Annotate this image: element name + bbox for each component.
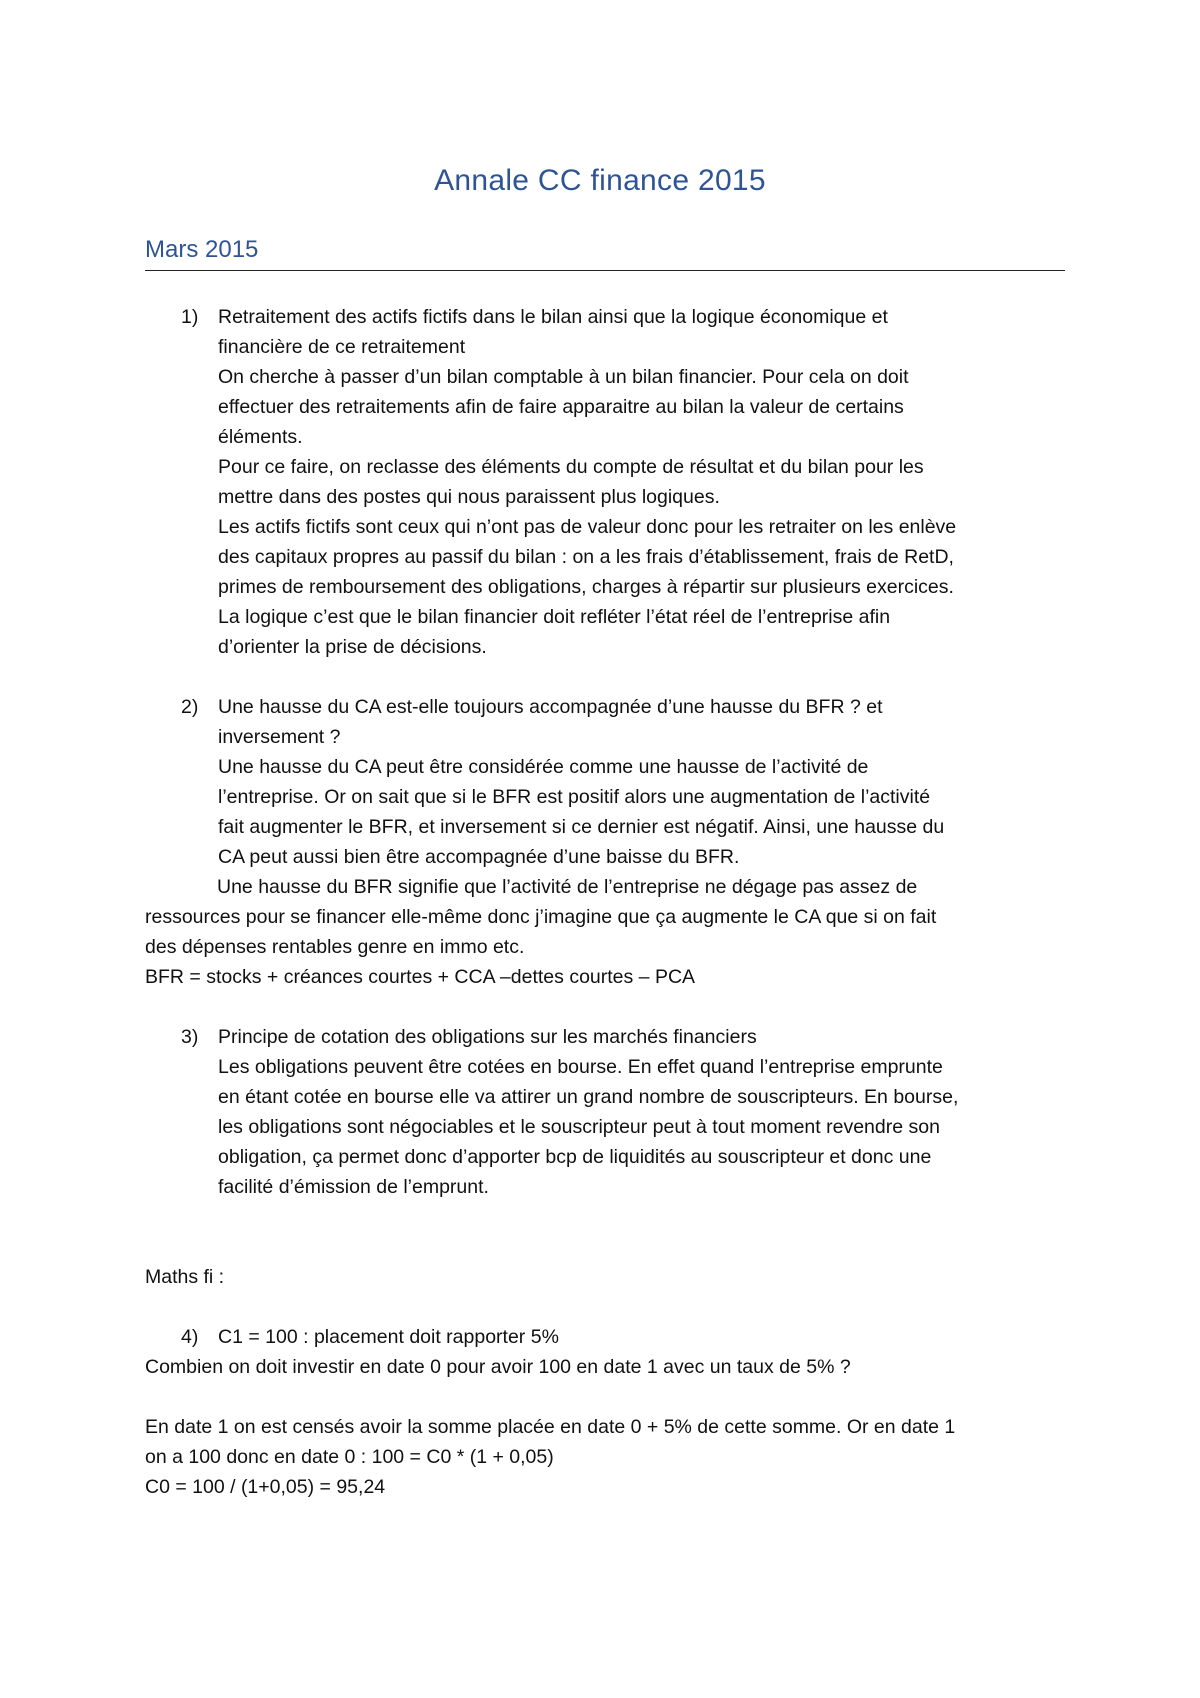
text-line: La logique c’est que le bilan financier doit refléter l’état réel de l’entreprise afin (218, 606, 891, 628)
heading-rule (145, 270, 1065, 271)
section-heading: Mars 2015 (145, 236, 259, 263)
question-number: 4) (181, 1326, 199, 1348)
text-line: Une hausse du CA est-elle toujours accompagnée d’une hausse du BFR ? et (218, 696, 883, 718)
text-line: mettre dans des postes qui nous paraissent plus logiques. (218, 486, 720, 508)
text-line: CA peut aussi bien être accompagnée d’une baisse du BFR. (218, 846, 740, 868)
question-3-text (218, 1022, 1063, 1202)
text-line: obligation, ça permet donc d’apporter bcp de liquidités au souscripteur et donc une (218, 1146, 932, 1168)
text-line: en étant cotée en bourse elle va attirer un grand nombre de souscripteurs. En bourse, (218, 1086, 959, 1108)
question-number: 2) (181, 696, 199, 718)
text-line: on a 100 donc en date 0 : 100 = C0 * (1 + 0,05) (145, 1446, 554, 1468)
text-line: des dépenses rentables genre en immo etc. (145, 936, 525, 958)
text-line: On cherche à passer d’un bilan comptable à un bilan financier. Pour cela on doit (218, 366, 909, 388)
text-line: Pour ce faire, on reclasse des éléments du compte de résultat et du bilan pour les (218, 456, 924, 478)
text-line: Les obligations peuvent être cotées en bourse. En effet quand l’entreprise emprunte (218, 1056, 943, 1078)
text-line: Retraitement des actifs fictifs dans le bilan ainsi que la logique économique et (218, 306, 888, 328)
bfr-formula: BFR = stocks + créances courtes + CCA –dettes courtes – PCA (145, 966, 696, 988)
question-number: 3) (181, 1026, 199, 1048)
result-line: C0 = 100 / (1+0,05) = 95,24 (145, 1476, 386, 1498)
question-1-text (218, 302, 1063, 662)
question-4-prompt: Combien on doit investir en date 0 pour avoir 100 en date 1 avec un taux de 5% ? (145, 1356, 851, 1378)
text-line: des capitaux propres au passif du bilan : on a les frais d’établissement, frais de RetD, (218, 546, 954, 568)
question-4-text (218, 1322, 1063, 1352)
question-4-answer (145, 1412, 1065, 1502)
text-line: C1 = 100 : placement doit rapporter 5% (218, 1326, 559, 1348)
document-title: Annale CC finance 2015 (434, 164, 766, 197)
question-number: 1) (181, 306, 199, 328)
question-2-text (218, 692, 1063, 872)
text-line: inversement ? (218, 726, 341, 748)
text-line: d’orienter la prise de décisions. (218, 636, 487, 658)
text-line: facilité d’émission de l’emprunt. (218, 1176, 489, 1198)
text-line: primes de remboursement des obligations, charges à répartir sur plusieurs exercices. (218, 576, 954, 598)
maths-heading: Maths fi : (145, 1266, 225, 1288)
question-2-continuation (145, 872, 1065, 992)
text-line: les obligations sont négociables et le souscripteur peut à tout moment revendre son (218, 1116, 940, 1138)
text-line: Les actifs fictifs sont ceux qui n’ont pas de valeur donc pour les retraiter on les enlève (218, 516, 957, 538)
text-line: l’entreprise. Or on sait que si le BFR est positif alors une augmentation de l’activité (218, 786, 931, 808)
text-line: Une hausse du BFR signifie que l’activité de l’entreprise ne dégage pas assez de (217, 876, 918, 898)
text-line: effectuer des retraitements afin de faire apparaitre au bilan la valeur de certains (218, 396, 904, 418)
text-line: financière de ce retraitement (218, 336, 466, 358)
text-line: Une hausse du CA peut être considérée comme une hausse de l’activité de (218, 756, 869, 778)
text-line: fait augmenter le BFR, et inversement si ce dernier est négatif. Ainsi, une hausse du (218, 816, 945, 838)
text-line: éléments. (218, 426, 303, 448)
text-line: En date 1 on est censés avoir la somme placée en date 0 + 5% de cette somme. Or en date 1 (145, 1416, 956, 1438)
text-line: ressources pour se financer elle-même donc j’imagine que ça augmente le CA que si on fait (145, 906, 937, 928)
text-line: Principe de cotation des obligations sur les marchés financiers (218, 1026, 757, 1048)
